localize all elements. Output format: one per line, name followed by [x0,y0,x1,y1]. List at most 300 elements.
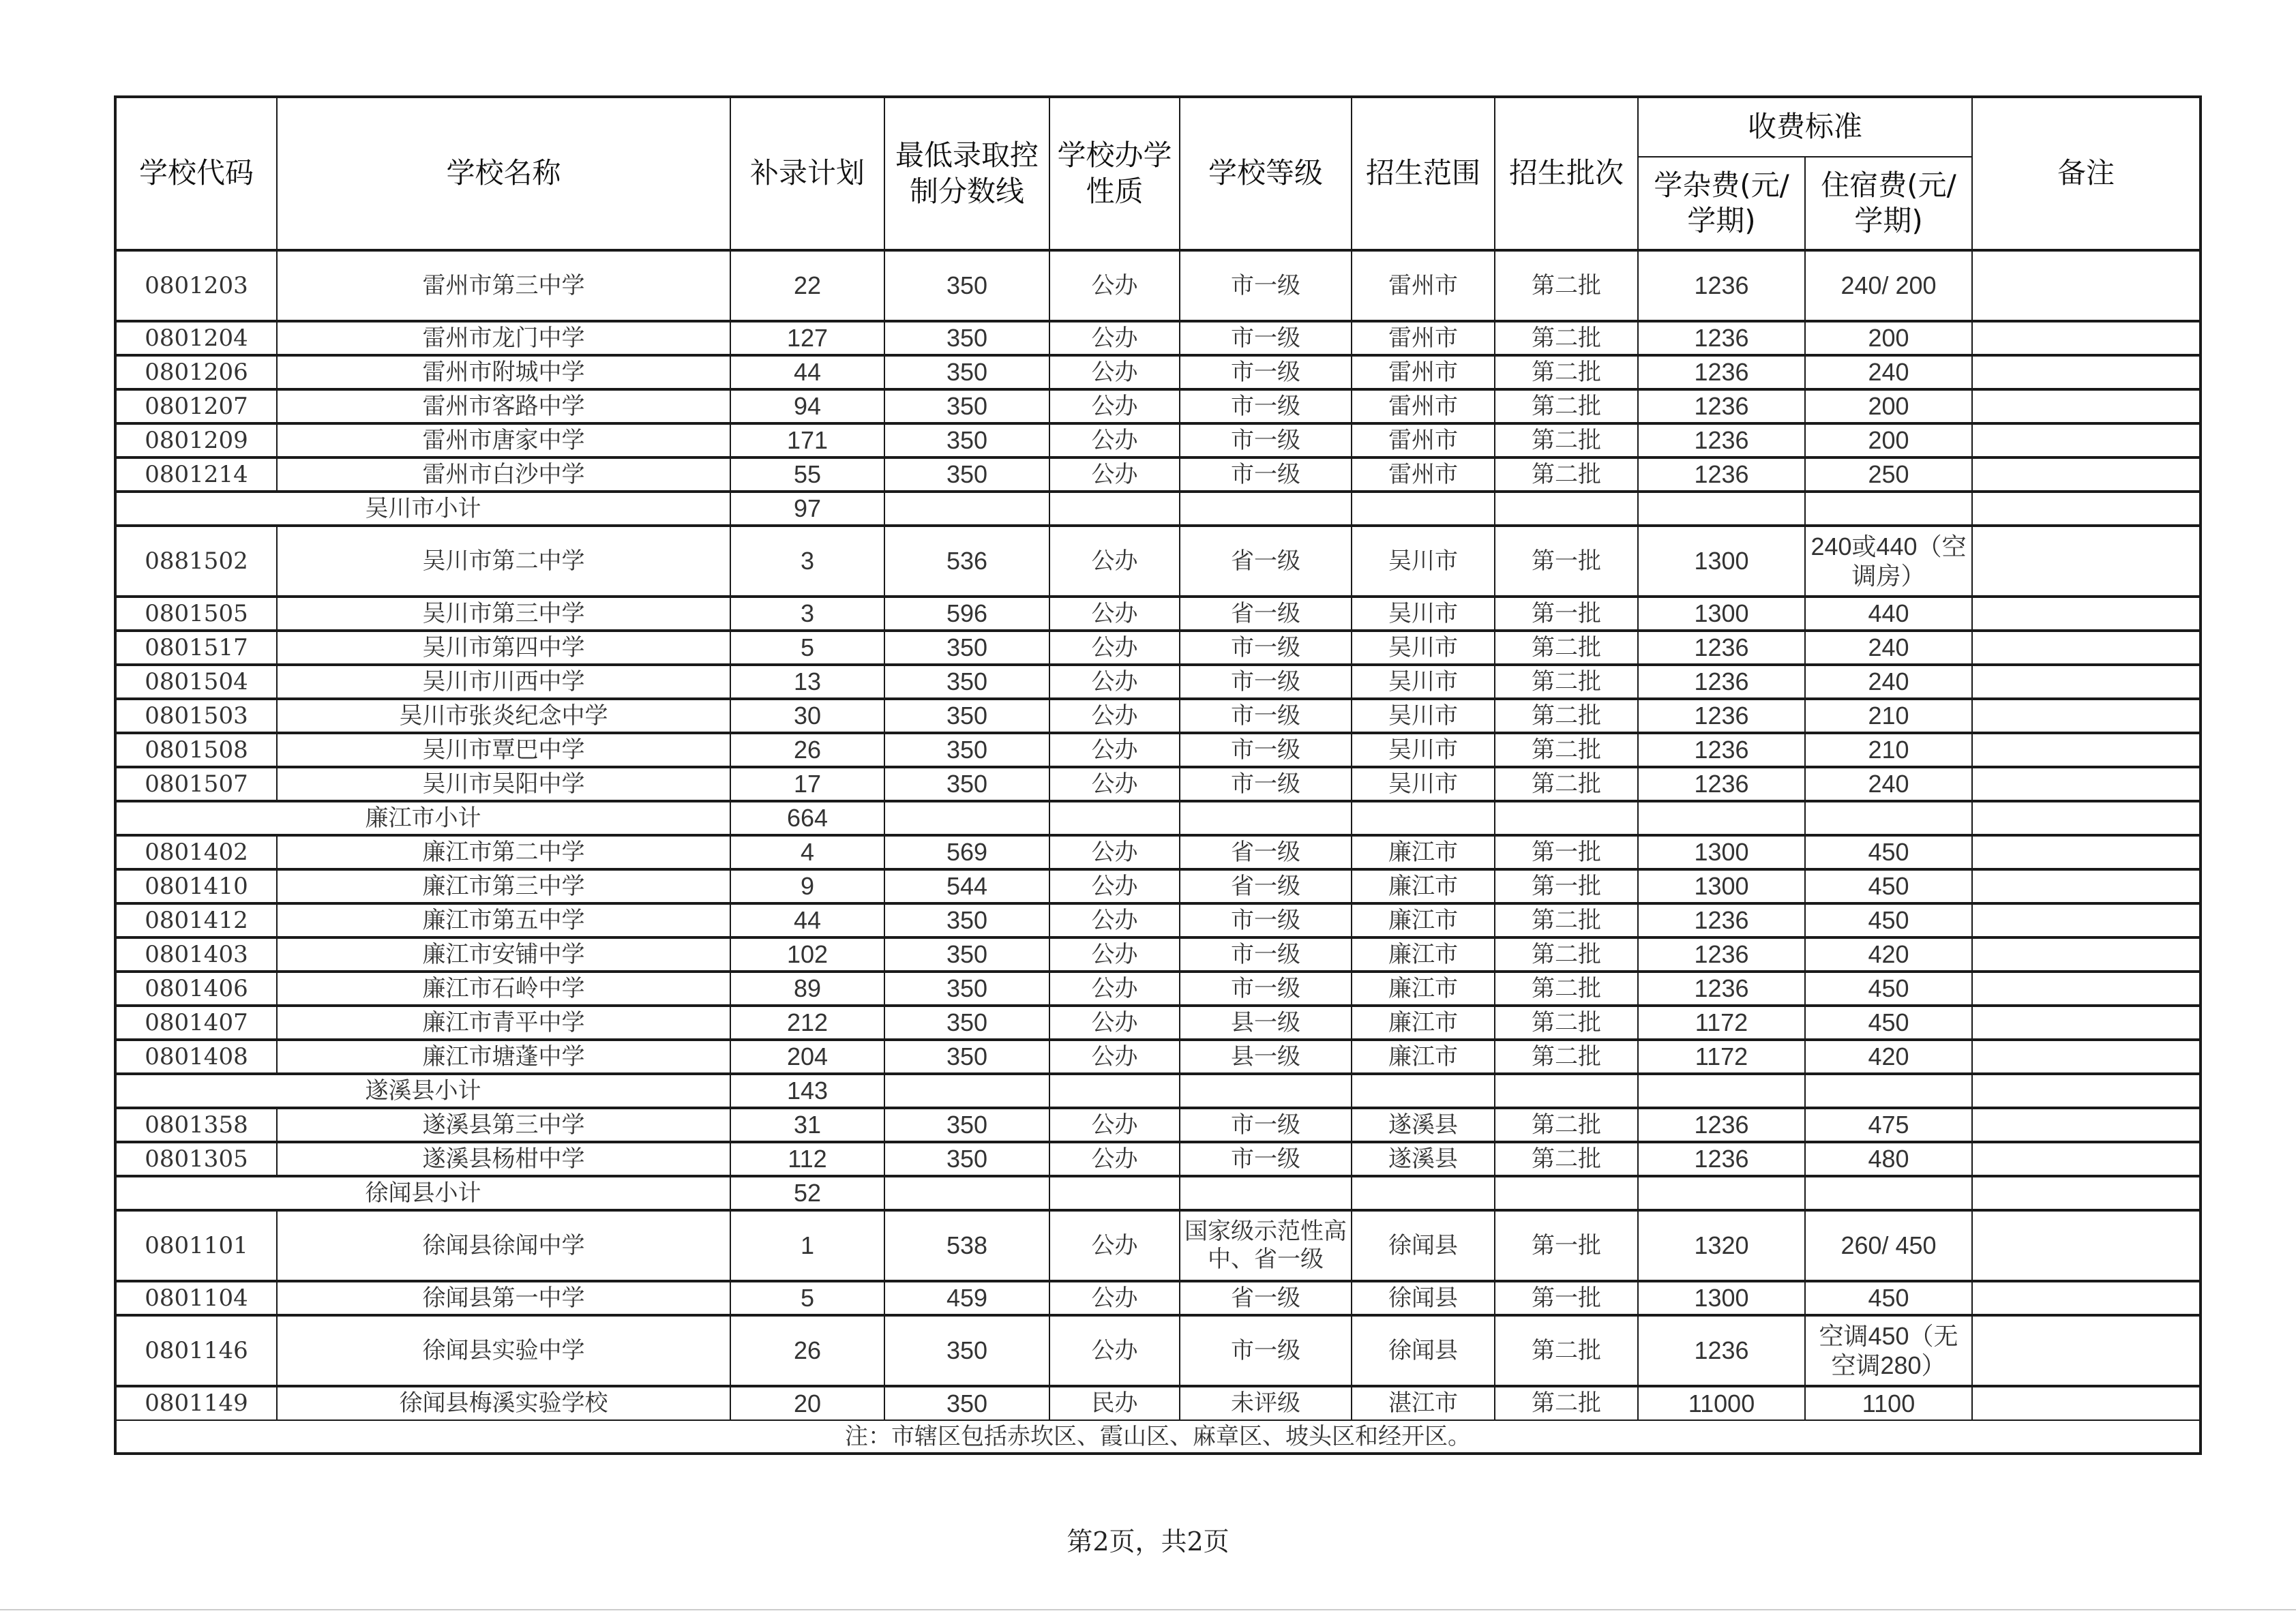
subtotal-label: 徐闻县小计 [115,1176,730,1210]
remarks-cell [1972,972,2201,1006]
supplement-plan-cell: 30 [730,699,884,733]
header-school-level: 学校等级 [1180,97,1352,250]
remarks-cell [1972,1142,2201,1176]
supplement-plan-cell: 212 [730,1006,884,1040]
enroll-scope-cell: 吴川市 [1352,767,1495,801]
school-code-cell: 0801149 [115,1386,277,1420]
school-level-cell: 市一级 [1180,423,1352,457]
min-score-cell: 350 [884,1108,1049,1142]
school-nature-cell: 公办 [1049,457,1180,492]
min-score-cell: 596 [884,597,1049,631]
boarding-cell: 1100 [1805,1386,1972,1420]
enroll-scope-cell: 雷州市 [1352,457,1495,492]
enroll-batch-cell: 第二批 [1495,457,1638,492]
enroll-batch-cell: 第二批 [1495,389,1638,423]
enroll-batch-cell: 第二批 [1495,1315,1638,1386]
table-row [115,457,2201,492]
school-code-cell: 0801412 [115,903,277,937]
tuition-cell: 1236 [1638,355,1805,389]
min-score-cell: 544 [884,869,1049,903]
school-level-cell: 市一级 [1180,1142,1352,1176]
school-nature-cell: 公办 [1049,972,1180,1006]
min-score-cell: 350 [884,699,1049,733]
page-indicator: 第2页，共2页 [1067,1527,1229,1557]
empty-cell [884,492,1049,526]
enroll-scope-cell: 雷州市 [1352,423,1495,457]
min-score-cell: 350 [884,1315,1049,1386]
remarks-cell [1972,597,2201,631]
note-text: 注：市辖区包括赤坎区、霞山区、麻章区、坡头区和经开区。 [115,1420,2201,1454]
remarks-cell [1972,423,2201,457]
enroll-scope-cell: 廉江市 [1352,835,1495,869]
enroll-batch-cell: 第二批 [1495,699,1638,733]
school-level-cell: 市一级 [1180,355,1352,389]
school-nature-cell: 公办 [1049,597,1180,631]
supplement-plan-cell: 102 [730,937,884,972]
enroll-scope-cell: 雷州市 [1352,389,1495,423]
subtotal-label: 遂溪县小计 [115,1074,730,1108]
school-level-cell: 市一级 [1180,321,1352,355]
supplement-plan-cell: 171 [730,423,884,457]
empty-cell [1352,801,1495,835]
boarding-cell: 240或440（空调房） [1805,526,1972,597]
subtotal-label: 廉江市小计 [115,801,730,835]
school-name-cell: 廉江市塘蓬中学 [277,1040,730,1074]
school-code-cell: 0801104 [115,1281,277,1315]
supplement-plan-cell: 22 [730,250,884,321]
supplement-plan-cell: 44 [730,903,884,937]
enroll-scope-cell: 吴川市 [1352,526,1495,597]
min-score-cell: 350 [884,972,1049,1006]
table-row [115,526,2201,597]
empty-cell [1352,1074,1495,1108]
supplement-plan-cell: 20 [730,1386,884,1420]
subtotal-label: 吴川市小计 [115,492,730,526]
enroll-scope-cell: 吴川市 [1352,665,1495,699]
school-nature-cell: 公办 [1049,250,1180,321]
boarding-cell: 空调450（无空调280） [1805,1315,1972,1386]
enroll-scope-cell: 徐闻县 [1352,1210,1495,1281]
tuition-cell: 1300 [1638,869,1805,903]
school-nature-cell: 公办 [1049,733,1180,767]
remarks-cell [1972,1386,2201,1420]
tuition-cell: 1236 [1638,1142,1805,1176]
school-level-cell: 国家级示范性高中、省一级 [1180,1210,1352,1281]
header-enroll-scope: 招生范围 [1352,97,1495,250]
supplement-plan-cell: 17 [730,767,884,801]
school-name-cell: 遂溪县第三中学 [277,1108,730,1142]
school-level-cell: 省一级 [1180,526,1352,597]
school-name-cell: 廉江市安铺中学 [277,937,730,972]
school-nature-cell: 公办 [1049,937,1180,972]
boarding-cell: 210 [1805,699,1972,733]
supplement-plan-cell: 4 [730,835,884,869]
header-school-name: 学校名称 [277,97,730,250]
empty-cell [1495,1074,1638,1108]
tuition-cell: 1236 [1638,733,1805,767]
min-score-cell: 350 [884,1386,1049,1420]
boarding-cell: 260/ 450 [1805,1210,1972,1281]
table-row [115,767,2201,801]
table-row [115,321,2201,355]
tuition-cell: 11000 [1638,1386,1805,1420]
school-name-cell: 徐闻县徐闻中学 [277,1210,730,1281]
school-nature-cell: 公办 [1049,665,1180,699]
empty-cell [1638,1176,1805,1210]
table-row [115,835,2201,869]
enroll-scope-cell: 廉江市 [1352,972,1495,1006]
school-nature-cell: 公办 [1049,767,1180,801]
school-name-cell: 吴川市张炎纪念中学 [277,699,730,733]
school-code-cell: 0801504 [115,665,277,699]
enroll-batch-cell: 第一批 [1495,1210,1638,1281]
enroll-batch-cell: 第二批 [1495,665,1638,699]
enroll-scope-cell: 雷州市 [1352,355,1495,389]
school-level-cell: 县一级 [1180,1006,1352,1040]
supplement-plan-cell: 127 [730,321,884,355]
school-level-cell: 省一级 [1180,597,1352,631]
min-score-cell: 350 [884,423,1049,457]
supplement-plan-cell: 26 [730,733,884,767]
school-code-cell: 0801146 [115,1315,277,1386]
enroll-scope-cell: 吴川市 [1352,699,1495,733]
enroll-batch-cell: 第二批 [1495,423,1638,457]
school-nature-cell: 公办 [1049,355,1180,389]
subtotal-plan: 664 [730,801,884,835]
min-score-cell: 350 [884,457,1049,492]
supplement-plan-cell: 89 [730,972,884,1006]
school-name-cell: 雷州市附城中学 [277,355,730,389]
school-level-cell: 市一级 [1180,733,1352,767]
school-nature-cell: 公办 [1049,526,1180,597]
school-nature-cell: 公办 [1049,1006,1180,1040]
supplement-plan-cell: 55 [730,457,884,492]
boarding-cell: 200 [1805,389,1972,423]
supplement-plan-cell: 44 [730,355,884,389]
enroll-batch-cell: 第二批 [1495,903,1638,937]
empty-cell [1495,1176,1638,1210]
school-nature-cell: 公办 [1049,1040,1180,1074]
enroll-batch-cell: 第二批 [1495,1040,1638,1074]
enroll-batch-cell: 第二批 [1495,631,1638,665]
empty-cell [1638,1074,1805,1108]
school-code-cell: 0801403 [115,937,277,972]
school-nature-cell: 公办 [1049,1142,1180,1176]
school-name-cell: 雷州市唐家中学 [277,423,730,457]
enroll-scope-cell: 徐闻县 [1352,1281,1495,1315]
table-row [115,869,2201,903]
school-name-cell: 吴川市吴阳中学 [277,767,730,801]
empty-cell [884,801,1049,835]
school-nature-cell: 公办 [1049,903,1180,937]
school-name-cell: 廉江市第五中学 [277,903,730,937]
scan-edge-divider [0,1609,2296,1610]
tuition-cell: 1236 [1638,937,1805,972]
school-nature-cell: 公办 [1049,1210,1180,1281]
school-level-cell: 市一级 [1180,699,1352,733]
empty-cell [1805,1074,1972,1108]
empty-cell [1972,492,2201,526]
boarding-cell: 450 [1805,835,1972,869]
school-level-cell: 省一级 [1180,869,1352,903]
empty-cell [1805,801,1972,835]
school-name-cell: 遂溪县杨柑中学 [277,1142,730,1176]
tuition-cell: 1236 [1638,767,1805,801]
school-level-cell: 市一级 [1180,631,1352,665]
remarks-cell [1972,835,2201,869]
enroll-batch-cell: 第一批 [1495,869,1638,903]
tuition-cell: 1236 [1638,903,1805,937]
school-code-cell: 0801206 [115,355,277,389]
school-nature-cell: 公办 [1049,1281,1180,1315]
subtotal-row [115,1176,2201,1210]
subtotal-row [115,801,2201,835]
school-level-cell: 省一级 [1180,835,1352,869]
remarks-cell [1972,767,2201,801]
remarks-cell [1972,457,2201,492]
remarks-cell [1972,903,2201,937]
school-name-cell: 雷州市第三中学 [277,250,730,321]
supplement-plan-cell: 26 [730,1315,884,1386]
empty-cell [1180,1074,1352,1108]
header-tuition: 学杂费(元/学期) [1638,157,1805,250]
school-name-cell: 吴川市川西中学 [277,665,730,699]
empty-cell [884,1176,1049,1210]
enroll-scope-cell: 雷州市 [1352,321,1495,355]
enroll-scope-cell: 湛江市 [1352,1386,1495,1420]
school-name-cell: 吴川市第三中学 [277,597,730,631]
school-code-cell: 0801358 [115,1108,277,1142]
school-nature-cell: 公办 [1049,1108,1180,1142]
school-level-cell: 市一级 [1180,1108,1352,1142]
enroll-scope-cell: 廉江市 [1352,937,1495,972]
empty-cell [1972,1176,2201,1210]
enroll-scope-cell: 雷州市 [1352,250,1495,321]
min-score-cell: 350 [884,355,1049,389]
enroll-batch-cell: 第二批 [1495,1386,1638,1420]
header-row [115,97,2201,157]
empty-cell [1495,801,1638,835]
remarks-cell [1972,665,2201,699]
school-name-cell: 吴川市第四中学 [277,631,730,665]
enroll-batch-cell: 第二批 [1495,972,1638,1006]
header-remarks: 备注 [1972,97,2201,250]
school-nature-cell: 公办 [1049,699,1180,733]
remarks-cell [1972,631,2201,665]
boarding-cell: 450 [1805,972,1972,1006]
table-row [115,665,2201,699]
supplement-plan-cell: 112 [730,1142,884,1176]
enroll-scope-cell: 廉江市 [1352,869,1495,903]
note-row [115,1420,2201,1454]
table-row [115,699,2201,733]
empty-cell [884,1074,1049,1108]
empty-cell [1638,492,1805,526]
school-code-cell: 0801101 [115,1210,277,1281]
school-nature-cell: 公办 [1049,389,1180,423]
min-score-cell: 538 [884,1210,1049,1281]
enroll-scope-cell: 遂溪县 [1352,1108,1495,1142]
school-level-cell: 市一级 [1180,972,1352,1006]
remarks-cell [1972,1315,2201,1386]
remarks-cell [1972,1281,2201,1315]
school-code-cell: 0801407 [115,1006,277,1040]
boarding-cell: 200 [1805,423,1972,457]
tuition-cell: 1300 [1638,597,1805,631]
tuition-cell: 1236 [1638,665,1805,699]
boarding-cell: 200 [1805,321,1972,355]
school-name-cell: 雷州市白沙中学 [277,457,730,492]
supplement-plan-cell: 31 [730,1108,884,1142]
min-score-cell: 350 [884,1040,1049,1074]
subtotal-row [115,1074,2201,1108]
boarding-cell: 440 [1805,597,1972,631]
school-nature-cell: 公办 [1049,1315,1180,1386]
table-row [115,1315,2201,1386]
subtotal-plan: 143 [730,1074,884,1108]
enroll-scope-cell: 廉江市 [1352,1040,1495,1074]
tuition-cell: 1236 [1638,457,1805,492]
boarding-cell: 240 [1805,631,1972,665]
table-row [115,250,2201,321]
table-row [115,1108,2201,1142]
school-code-cell: 0801406 [115,972,277,1006]
remarks-cell [1972,869,2201,903]
school-name-cell: 廉江市第二中学 [277,835,730,869]
table-row [115,972,2201,1006]
school-name-cell: 吴川市覃巴中学 [277,733,730,767]
school-level-cell: 市一级 [1180,665,1352,699]
min-score-cell: 350 [884,665,1049,699]
supplement-plan-cell: 1 [730,1210,884,1281]
school-nature-cell: 民办 [1049,1386,1180,1420]
enroll-batch-cell: 第二批 [1495,937,1638,972]
table-row [115,1386,2201,1420]
school-nature-cell: 公办 [1049,835,1180,869]
tuition-cell: 1300 [1638,835,1805,869]
header-enroll-batch: 招生批次 [1495,97,1638,250]
enroll-scope-cell: 吴川市 [1352,733,1495,767]
empty-cell [1049,1176,1180,1210]
tuition-cell: 1172 [1638,1006,1805,1040]
empty-cell [1972,801,2201,835]
supplement-plan-cell: 5 [730,1281,884,1315]
header-fee-standard: 收费标准 [1638,97,1972,157]
table-row [115,1142,2201,1176]
table-body [115,250,2201,1420]
empty-cell [1049,801,1180,835]
header-school-nature: 学校办学性质 [1049,97,1180,250]
enroll-scope-cell: 遂溪县 [1352,1142,1495,1176]
enroll-scope-cell: 廉江市 [1352,903,1495,937]
table-row [115,733,2201,767]
header-school-code: 学校代码 [115,97,277,250]
enroll-batch-cell: 第一批 [1495,526,1638,597]
school-nature-cell: 公办 [1049,321,1180,355]
school-code-cell: 0801203 [115,250,277,321]
table-row [115,389,2201,423]
tuition-cell: 1300 [1638,1281,1805,1315]
boarding-cell: 420 [1805,1040,1972,1074]
min-score-cell: 350 [884,937,1049,972]
boarding-cell: 210 [1805,733,1972,767]
table-row [115,1040,2201,1074]
boarding-cell: 240 [1805,767,1972,801]
school-code-cell: 0801207 [115,389,277,423]
supplement-plan-cell: 5 [730,631,884,665]
min-score-cell: 350 [884,903,1049,937]
supplement-plan-cell: 94 [730,389,884,423]
table-row [115,1281,2201,1315]
empty-cell [1180,801,1352,835]
enroll-scope-cell: 吴川市 [1352,631,1495,665]
empty-cell [1972,1074,2201,1108]
supplement-plan-cell: 3 [730,526,884,597]
school-code-cell: 0801410 [115,869,277,903]
boarding-cell: 450 [1805,903,1972,937]
school-level-cell: 市一级 [1180,250,1352,321]
min-score-cell: 350 [884,631,1049,665]
school-level-cell: 市一级 [1180,903,1352,937]
tuition-cell: 1300 [1638,526,1805,597]
table-row [115,597,2201,631]
school-code-cell: 0801517 [115,631,277,665]
school-name-cell: 吴川市第二中学 [277,526,730,597]
school-name-cell: 徐闻县第一中学 [277,1281,730,1315]
min-score-cell: 569 [884,835,1049,869]
tuition-cell: 1236 [1638,423,1805,457]
school-code-cell: 0801408 [115,1040,277,1074]
enroll-batch-cell: 第二批 [1495,250,1638,321]
tuition-cell: 1236 [1638,1108,1805,1142]
table-row [115,1210,2201,1281]
enroll-batch-cell: 第二批 [1495,321,1638,355]
remarks-cell [1972,733,2201,767]
school-name-cell: 雷州市客路中学 [277,389,730,423]
school-level-cell: 市一级 [1180,457,1352,492]
tuition-cell: 1236 [1638,1315,1805,1386]
school-name-cell: 廉江市第三中学 [277,869,730,903]
remarks-cell [1972,355,2201,389]
min-score-cell: 459 [884,1281,1049,1315]
empty-cell [1495,492,1638,526]
school-level-cell: 市一级 [1180,767,1352,801]
min-score-cell: 350 [884,321,1049,355]
table-row [115,355,2201,389]
school-name-cell: 徐闻县实验中学 [277,1315,730,1386]
enroll-scope-cell: 廉江市 [1352,1006,1495,1040]
remarks-cell [1972,1210,2201,1281]
school-name-cell: 廉江市青平中学 [277,1006,730,1040]
empty-cell [1805,1176,1972,1210]
enroll-batch-cell: 第二批 [1495,355,1638,389]
subtotal-plan: 97 [730,492,884,526]
tuition-cell: 1236 [1638,321,1805,355]
empty-cell [1805,492,1972,526]
school-level-cell: 市一级 [1180,937,1352,972]
boarding-cell: 480 [1805,1142,1972,1176]
enroll-batch-cell: 第一批 [1495,597,1638,631]
empty-cell [1180,492,1352,526]
min-score-cell: 350 [884,733,1049,767]
school-code-cell: 0801402 [115,835,277,869]
school-code-cell: 0881502 [115,526,277,597]
remarks-cell [1972,1108,2201,1142]
table-row [115,937,2201,972]
school-level-cell: 未评级 [1180,1386,1352,1420]
school-code-cell: 0801214 [115,457,277,492]
supplement-plan-cell: 13 [730,665,884,699]
